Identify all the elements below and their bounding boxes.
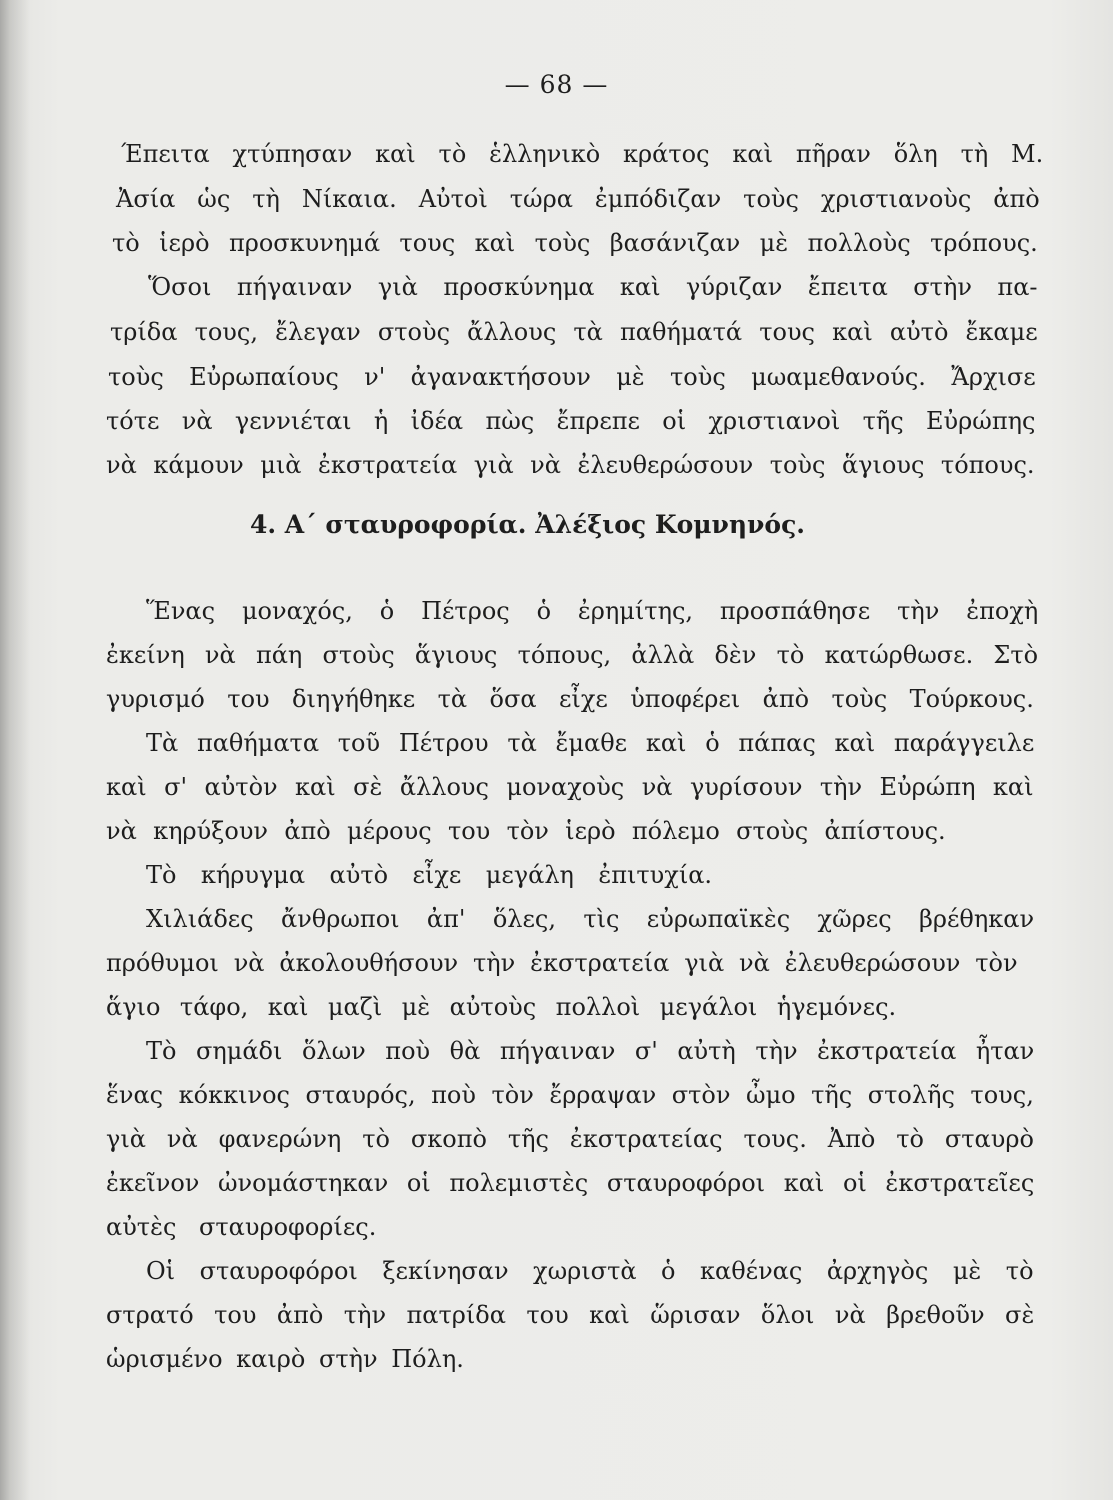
text-line: τότε νὰ γεννιέται ἡ ἰδέα πὼς ἔπρεπε οἱ χριστιανοὶ τῆς Εὐρώπης [106, 407, 1036, 435]
text-line: γυρισμό του διηγήθηκε τὰ ὅσα εἶχε ὑποφέρει ἀπὸ τοὺς Τούρκους. [106, 685, 1034, 713]
text-line: γιὰ νὰ φανερώνη τὸ σκοπὸ τῆς ἐκστρατείας τους. Ἀπὸ τὸ σταυρὸ [106, 1125, 1034, 1153]
text-line: Έπειτα χτύπησαν καὶ τὸ ἑλληνικὸ κράτος καὶ πῆραν ὅλη τὴ Μ. [121, 140, 1044, 168]
section-heading: 4. Α΄ σταυροφορία. Ἀλέξιος Κομνηνός. [250, 510, 806, 539]
text-line: ἐκείνη νὰ πάη στοὺς ἅγιους τόπους, ἀλλὰ δὲν τὸ κατώρθωσε. Στὸ [106, 641, 1039, 669]
text-line: ὡρισμένο καιρὸ στὴν Πόλη. [106, 1345, 464, 1373]
page-number: — 68 — [504, 70, 609, 99]
text-line: νὰ κάμουν μιὰ ἐκστρατεία γιὰ νὰ ἐλευθερώσουν τοὺς ἅγιους τόπους. [106, 451, 1035, 479]
text-line: τοὺς Εὐρωπαίους ν' ἀγανακτήσουν μὲ τοὺς μωαμεθανούς. Ἄρχισε [108, 363, 1036, 391]
text-line: Ὅσοι πήγαιναν γιὰ προσκύνημα καὶ γύριζαν ἔπειτα στὴν πα- [148, 273, 1038, 301]
text-line: στρατό του ἀπὸ τὴν πατρίδα του καὶ ὥρισαν ὅλοι νὰ βρεθοῦν σὲ [106, 1301, 1035, 1329]
text-line: καὶ σ' αὐτὸν καὶ σὲ ἄλλους μοναχοὺς νὰ γυρίσουν τὴν Εὐρώπη καὶ [106, 773, 1034, 801]
text-line: ἐκεῖνον ὠνομάστηκαν οἱ πολεμιστὲς σταυροφόροι καὶ οἱ ἐκστρατεῖες [106, 1169, 1035, 1197]
text-line: τρίδα τους, ἔλεγαν στοὺς ἄλλους τὰ παθήματά τους καὶ αὐτὸ ἔκαμε [110, 318, 1038, 346]
text-line: αὐτὲς σταυροφορίες. [106, 1213, 377, 1241]
text-line: Οἱ σταυροφόροι ξεκίνησαν χωριστὰ ὁ καθένας ἀρχηγὸς μὲ τὸ [146, 1257, 1034, 1285]
text-line: νὰ κηρύξουν ἀπὸ μέρους του τὸν ἱερὸ πόλεμο στοὺς ἀπίστους. [106, 817, 946, 845]
text-line: τὸ ἱερὸ προσκυνημά τους καὶ τοὺς βασάνιζαν μὲ πολλοὺς τρόπους. [112, 229, 1038, 257]
text-line: Ἀσία ὡς τὴ Νίκαια. Αὐτοὶ τώρα ἐμπόδιζαν τοὺς χριστιανοὺς ἀπὸ [116, 185, 1040, 213]
text-line: Τὰ παθήματα τοῦ Πέτρου τὰ ἔμαθε καὶ ὁ πάπας καὶ παράγγειλε [146, 729, 1035, 757]
text-line: πρόθυμοι νὰ ἀκολουθήσουν τὴν ἐκστρατεία γιὰ νὰ ἐλευθερώσουν τὸν [106, 949, 1018, 977]
text-line: Ἕνας μοναχός, ὁ Πέτρος ὁ ἐρημίτης, προσπάθησε τὴν ἐποχὴ [146, 597, 1039, 625]
text-line: Χιλιάδες ἄνθρωποι ἀπ' ὅλες, τὶς εὐρωπαϊκὲς χῶρες βρέθηκαν [146, 905, 1035, 933]
text-line: Τὸ κήρυγμα αὐτὸ εἶχε μεγάλη ἐπιτυχία. [146, 861, 713, 889]
text-line: ἕνας κόκκινος σταυρός, ποὺ τὸν ἔρραψαν στὸν ὦμο τῆς στολῆς τους, [106, 1081, 1034, 1109]
text-line: ἅγιο τάφο, καὶ μαζὶ μὲ αὐτοὺς πολλοὶ μεγάλοι ἡγεμόνες. [106, 993, 897, 1021]
text-line: Τὸ σημάδι ὅλων ποὺ θὰ πήγαιναν σ' αὐτὴ τὴν ἐκστρατεία ἦταν [146, 1037, 1035, 1065]
